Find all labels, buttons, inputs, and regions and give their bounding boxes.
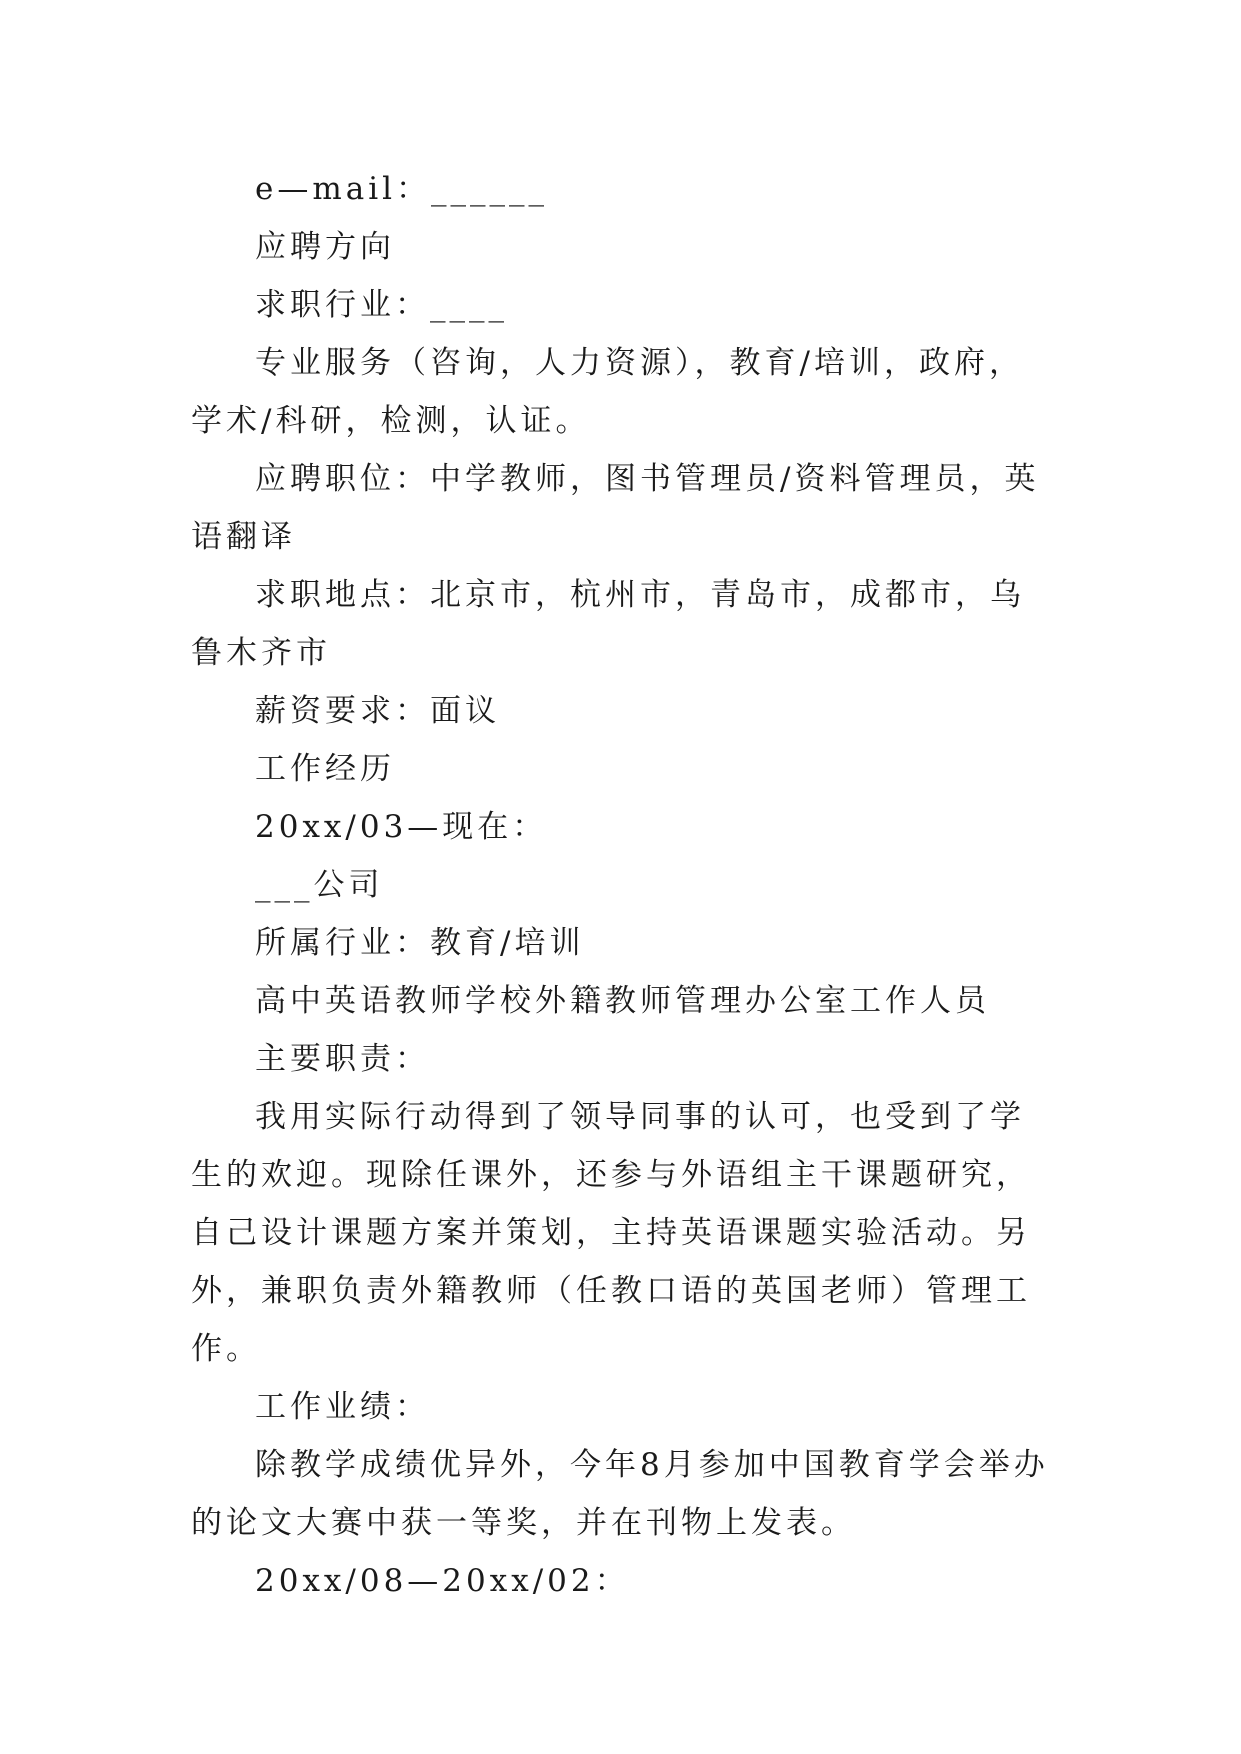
section-heading-work-experience: 工作经历 bbox=[255, 751, 395, 787]
salary-line: 薪资要求：面议 bbox=[255, 693, 500, 729]
document-body bbox=[191, 160, 1051, 1610]
location-paragraph: 求职地点：北京市，杭州市，青岛市，成都市，乌鲁木齐市 bbox=[191, 577, 1025, 671]
email-line: e—mail：______ bbox=[255, 171, 549, 207]
period-line-1: 20xx/03—现在： bbox=[255, 809, 548, 845]
company-line: ___公司 bbox=[255, 867, 384, 903]
industry-line: 求职行业：____ bbox=[255, 287, 508, 323]
industry-list-paragraph: 专业服务（咨询，人力资源），教育/培训，政府，学术/科研，检测，认证。 bbox=[191, 345, 1024, 439]
duties-heading: 主要职责： bbox=[255, 1041, 430, 1077]
job-title-line: 高中英语教师学校外籍教师管理办公室工作人员 bbox=[255, 983, 990, 1019]
achievements-paragraph: 除教学成绩优异外，今年8月参加中国教育学会举办的论文大赛中获一等奖，并在刊物上发表。 bbox=[191, 1447, 1049, 1541]
achievements-heading: 工作业绩： bbox=[255, 1389, 430, 1425]
period-line-2: 20xx/08—20xx/02： bbox=[255, 1563, 630, 1599]
company-industry-line: 所属行业：教育/培训 bbox=[255, 925, 585, 961]
position-paragraph: 应聘职位：中学教师，图书管理员/资料管理员，英语翻译 bbox=[191, 461, 1040, 555]
section-heading-application-direction: 应聘方向 bbox=[255, 229, 395, 265]
duties-paragraph: 我用实际行动得到了领导同事的认可，也受到了学生的欢迎。现除任课外，还参与外语组主干课题研究，自己设计课题方案并策划，主持英语课题实验活动。另外，兼职负责外籍教师（任教口语的英国老师）管理工作。 bbox=[191, 1099, 1031, 1367]
